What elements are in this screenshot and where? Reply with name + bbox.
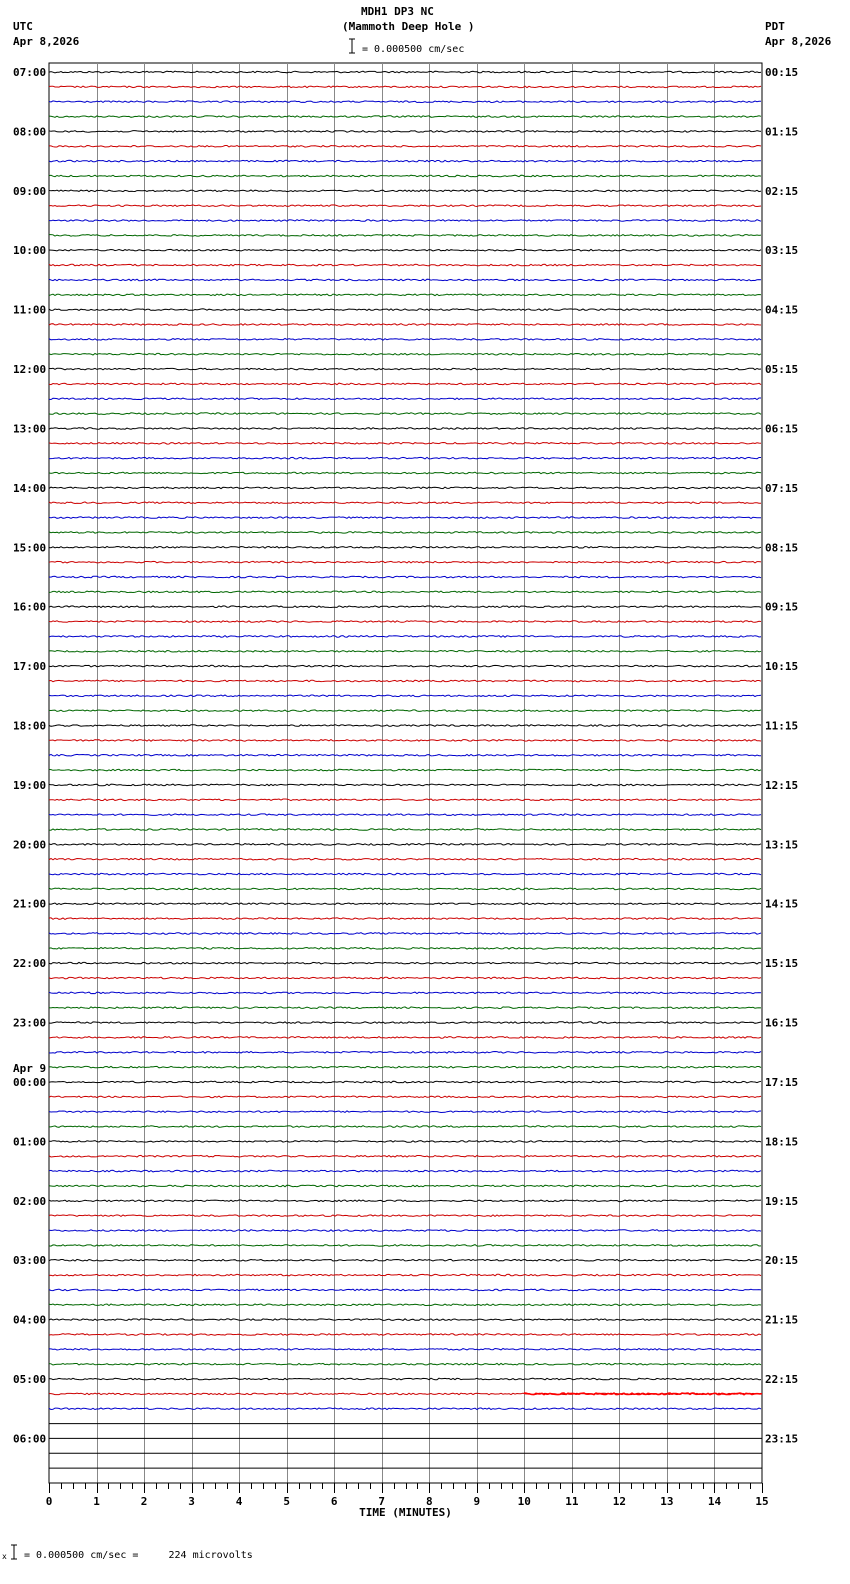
trace-line: [49, 532, 761, 534]
utc-hour-label: 08:00: [13, 125, 47, 139]
x-tick-label: 12: [612, 1495, 627, 1508]
trace-line: [49, 844, 761, 846]
footer-marker: x: [2, 1552, 7, 1561]
utc-hour-label: 22:00: [13, 957, 47, 971]
utc-hour-label: 23:00: [13, 1016, 47, 1030]
pdt-hour-label: 12:15: [765, 778, 799, 792]
trace-line: [49, 264, 761, 266]
trace-line: [49, 205, 761, 207]
trace-line: [49, 101, 761, 103]
footer-scale-icon: [10, 1544, 18, 1561]
trace-line: [49, 1408, 761, 1410]
x-tick-label: 0: [45, 1495, 53, 1508]
trace-line: [49, 1259, 761, 1261]
pdt-hour-label: 08:15: [765, 541, 799, 555]
trace-line: [49, 1037, 761, 1039]
trace-line: [49, 873, 761, 875]
pdt-hour-label: 13:15: [765, 838, 799, 852]
utc-hour-label: 16:00: [13, 600, 47, 614]
trace-line: [49, 443, 761, 445]
x-tick-label: 3: [188, 1495, 195, 1508]
utc-hour-label: 11:00: [13, 303, 47, 317]
pdt-hour-label: 22:15: [765, 1373, 799, 1386]
plot-frame: [49, 63, 762, 1483]
utc-hour-label: 00:00: [13, 1076, 47, 1089]
trace-line: [49, 695, 761, 697]
left-timezone: UTC: [13, 20, 33, 33]
trace-line: [49, 888, 761, 890]
trace-line: [49, 1155, 761, 1157]
trace-line: [49, 1349, 761, 1351]
pdt-hour-label: 00:15: [765, 66, 799, 79]
trace-line: [49, 398, 761, 400]
utc-hour-label: 05:00: [13, 1373, 47, 1386]
utc-hour-label: 12:00: [13, 363, 47, 377]
x-tick-label: 15: [755, 1495, 769, 1508]
trace-line: [49, 948, 761, 950]
pdt-hour-label: 21:15: [765, 1313, 799, 1327]
x-tick-label: 9: [473, 1495, 481, 1508]
pdt-hour-label: 02:15: [765, 184, 799, 198]
pdt-hour-label: 11:15: [765, 719, 799, 733]
x-tick-label: 6: [330, 1495, 338, 1508]
trace-line: [49, 591, 761, 593]
trace-line: [49, 1007, 761, 1009]
pdt-hour-label: 03:15: [765, 244, 799, 258]
trace-line: [49, 190, 761, 192]
pdt-hour-label: 17:15: [765, 1076, 799, 1089]
trace-line: [49, 1185, 761, 1187]
pdt-hour-label: 07:15: [765, 481, 799, 495]
trace-line: [49, 799, 761, 801]
trace-line: [49, 858, 761, 860]
trace-line: [49, 962, 761, 964]
trace-line: [49, 131, 761, 133]
pdt-hour-label: 05:15: [765, 363, 799, 377]
trace-line: [49, 116, 761, 118]
trace-line: [49, 279, 761, 281]
trace-line: [49, 665, 761, 667]
trace-line: [49, 324, 761, 326]
trace-line: [49, 680, 761, 682]
utc-hour-label: 15:00: [13, 541, 47, 555]
trace-line: [49, 606, 761, 608]
trace-line: [49, 86, 761, 88]
left-date: Apr 8,2026: [13, 35, 80, 48]
trace-line: [49, 1111, 761, 1113]
trace-line: [49, 220, 761, 222]
x-tick-label: 5: [283, 1495, 291, 1508]
trace-line: [49, 651, 761, 653]
trace-line: [49, 621, 761, 623]
trace-line: [49, 1141, 761, 1143]
trace-line: [49, 1274, 761, 1276]
trace-line: [49, 1200, 761, 1202]
trace-line: [49, 1334, 761, 1336]
trace-line: [49, 576, 761, 578]
utc-hour-label: 10:00: [13, 244, 47, 258]
pdt-hour-label: 10:15: [765, 660, 799, 674]
trace-line: [49, 1245, 761, 1247]
pdt-hour-label: 06:15: [765, 422, 799, 436]
utc-hour-label: 21:00: [13, 897, 47, 911]
utc-hour-label: 19:00: [13, 778, 47, 792]
trace-line: [49, 918, 761, 920]
trace-line: [49, 977, 761, 979]
trace-line: [49, 903, 761, 905]
station-subtitle: (Mammoth Deep Hole ): [342, 20, 475, 33]
trace-line: [49, 175, 761, 177]
trace-line: [49, 992, 761, 994]
utc-hour-label: 18:00: [13, 719, 47, 733]
pdt-hour-label: 04:15: [765, 303, 799, 317]
pdt-hour-label: 14:15: [765, 897, 799, 911]
x-tick-label: 4: [235, 1495, 243, 1508]
utc-hour-label: 09:00: [13, 184, 47, 198]
trace-line: [49, 146, 761, 148]
trace-line: [49, 235, 761, 237]
trace-line: [49, 725, 761, 727]
trace-line: [49, 1215, 761, 1217]
trace-line: [49, 353, 761, 355]
trace-line: [49, 829, 761, 831]
x-tick-label: 10: [517, 1495, 531, 1508]
pdt-hour-label: 15:15: [765, 957, 799, 971]
pdt-hour-label: 09:15: [765, 600, 799, 614]
right-date: Apr 8,2026: [765, 35, 832, 48]
utc-hour-label: 20:00: [13, 838, 47, 852]
trace-line: [49, 1066, 761, 1068]
trace-line: [49, 547, 761, 549]
trace-line: [49, 457, 761, 459]
trace-line: [49, 1304, 761, 1306]
pdt-hour-label: 23:15: [765, 1432, 799, 1446]
pdt-hour-label: 01:15: [765, 125, 799, 139]
trace-line: [49, 71, 761, 73]
x-tick-label: 14: [707, 1495, 722, 1508]
trace-line: [49, 487, 761, 489]
scale-label: = 0.000500 cm/sec: [362, 44, 465, 55]
x-tick-label: 11: [565, 1495, 579, 1508]
x-tick-label: 8: [425, 1495, 433, 1508]
pdt-hour-label: 19:15: [765, 1194, 799, 1208]
trace-line: [49, 160, 761, 162]
trace-line: [49, 517, 761, 519]
trace-line: [49, 784, 761, 786]
trace-line: [49, 710, 761, 712]
right-timezone: PDT: [765, 20, 785, 33]
trace-line: [49, 1081, 761, 1083]
trace-line: [49, 740, 761, 742]
trace-line: [49, 754, 761, 756]
utc-hour-label: 01:00: [13, 1135, 47, 1149]
trace-line: [49, 1170, 761, 1172]
footer-scale-note: = 0.000500 cm/sec = 224 microvolts: [24, 1550, 253, 1561]
trace-line: [49, 1319, 761, 1321]
trace-line: [49, 1126, 761, 1128]
trace-line: [49, 1022, 761, 1024]
trace-line: [49, 1289, 761, 1291]
trace-line: [49, 636, 761, 638]
trace-line: [49, 933, 761, 935]
pdt-hour-label: 16:15: [765, 1016, 799, 1030]
station-title: MDH1 DP3 NC: [361, 5, 434, 18]
trace-line: [49, 502, 761, 504]
trace-line: [49, 428, 761, 430]
trace-line: [49, 339, 761, 341]
trace-line: [49, 413, 761, 415]
utc-hour-label: 04:00: [13, 1313, 47, 1327]
x-tick-label: 2: [140, 1495, 148, 1508]
trace-line: [49, 294, 761, 296]
utc-hour-label: 07:00: [13, 66, 47, 79]
utc-hour-label: 14:00: [13, 481, 47, 495]
x-tick-label: 13: [660, 1495, 674, 1508]
trace-line: [49, 561, 761, 563]
trace-line: [49, 769, 761, 771]
x-axis-label: TIME (MINUTES): [359, 1506, 452, 1519]
trace-line: [49, 1378, 761, 1380]
trace-highlight: [524, 1393, 762, 1395]
trace-line: [49, 814, 761, 816]
x-tick-label: 1: [93, 1495, 100, 1508]
trace-line: [49, 472, 761, 474]
utc-hour-label: 03:00: [13, 1254, 47, 1268]
x-tick-label: 7: [378, 1495, 386, 1508]
pdt-hour-label: 18:15: [765, 1135, 799, 1149]
pdt-hour-label: 20:15: [765, 1254, 799, 1268]
trace-line: [49, 249, 761, 251]
trace-line: [49, 1230, 761, 1232]
utc-hour-label: 06:00: [13, 1432, 47, 1446]
utc-hour-label: 17:00: [13, 660, 47, 674]
trace-line: [49, 383, 761, 385]
trace-line: [49, 368, 761, 370]
date-change-label: Apr 9: [13, 1062, 47, 1075]
utc-hour-label: 02:00: [13, 1194, 47, 1208]
utc-hour-label: 13:00: [13, 422, 47, 436]
trace-line: [49, 309, 761, 311]
trace-line: [49, 1363, 761, 1365]
trace-line: [49, 1052, 761, 1054]
trace-line: [49, 1096, 761, 1098]
